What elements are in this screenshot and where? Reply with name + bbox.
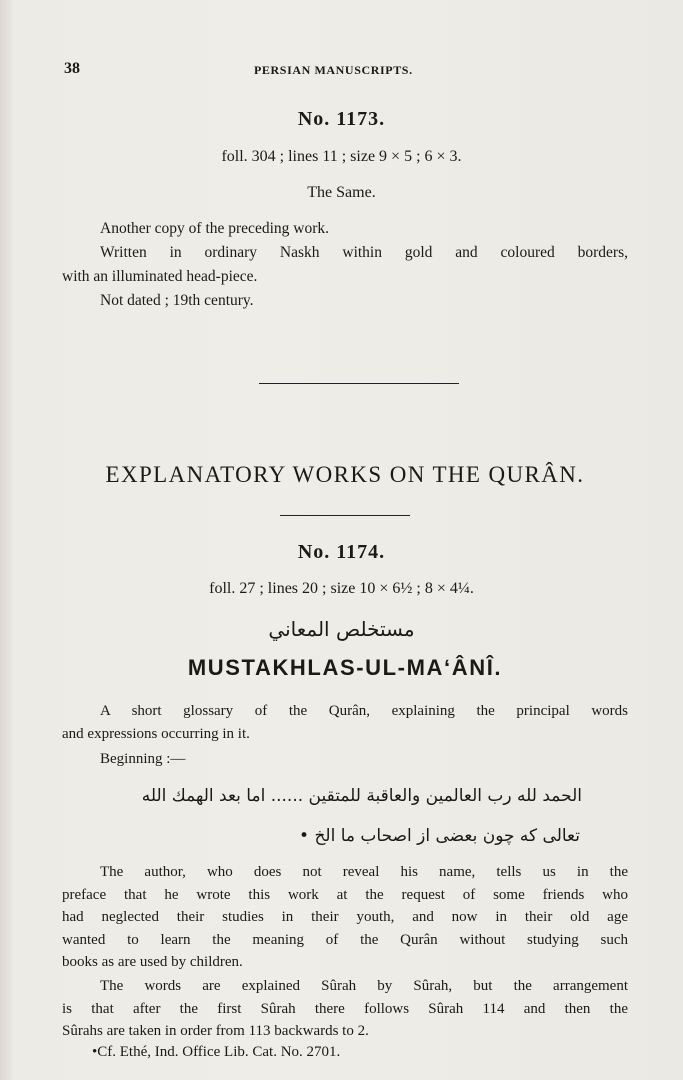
entry-1174-title: MUSTAKHLAS-UL-MAʻÂNÎ. [187,655,503,680]
entry-1174-paragraph-1 [62,861,628,974]
paragraph-line: Sûrahs are taken in order from 113 backwards to 2. [62,1023,369,1039]
summary-line: A short glossary of the Qurân, explaining the principal words [100,703,628,719]
description-line: Another copy of the preceding work. [100,220,329,237]
paragraph-line: had neglected their studies in their youth, and now in their old age [62,909,628,925]
section-divider [259,383,459,384]
entry-1173-date: Not dated ; 19th century. [100,292,254,309]
arabic-incipit-line1: الحمد لله رب العالمين والعاقبة للمتقين ...... اما بعد الهمك الله [141,786,582,806]
description-line: Written in ordinary Naskh within gold and coloured borders, [100,244,628,261]
paragraph-line: is that after the first Sûrah there follows Sûrah 114 and then the [62,1000,628,1017]
paragraph-line: preface that he wrote this work at the request of some friends who [62,886,628,903]
entry-1173-collation: foll. 304 ; lines 11 ; size 9 × 5 ; 6 × 3. [221,148,462,165]
entry-1173-description [62,217,628,313]
entry-1173-number: No. 1173. [297,108,386,130]
catalogue-reference: •Cf. Ethé, Ind. Office Lib. Cat. No. 2701. [92,1044,341,1060]
entry-1174-collation: foll. 27 ; lines 20 ; size 10 × 6½ ; 8 × 4¼. [209,580,474,597]
arabic-incipit-line2: تعالی که چون بعضی از اصحاب ما الخ • [299,826,580,846]
entry-1174-summary [62,700,628,745]
paragraph-line: The author, who does not reveal his name, tells us in the [100,864,628,880]
paragraph-line: The words are explained Sûrah by Sûrah, but the arrangement [100,978,628,994]
beginning-label: Beginning :— [100,751,186,767]
entry-1174-arabic-title: مستخلص المعاني [268,617,415,641]
paragraph-line: books as are used by children. [62,954,243,970]
section-heading: EXPLANATORY WORKS ON THE QURÂN. [105,462,585,487]
entry-1174-paragraph-2 [62,975,628,1043]
summary-line: and expressions occurring in it. [62,725,250,742]
description-line: with an illuminated head-piece. [62,268,258,285]
page-number: 38 [64,60,80,77]
running-head: PERSIAN MANUSCRIPTS. [254,63,413,77]
paragraph-line: wanted to learn the meaning of the Qurân without studying such [62,931,628,948]
entry-1173-title: The Same. [307,184,376,201]
catalogue-reference-text: Cf. Ethé, Ind. Office Lib. Cat. No. 2701. [97,1044,341,1060]
entry-1174-number: No. 1174. [297,541,386,563]
heading-rule [280,515,410,516]
